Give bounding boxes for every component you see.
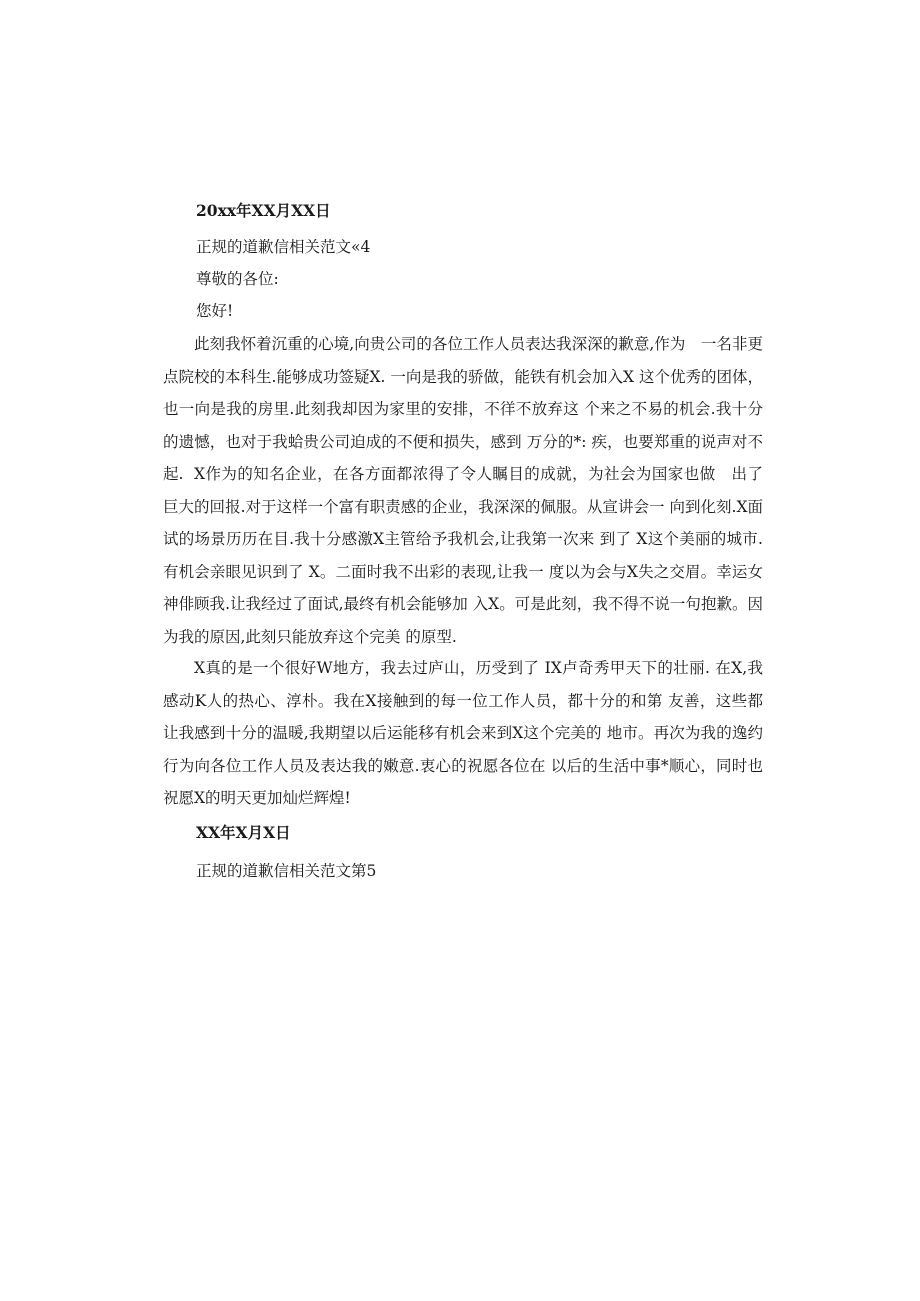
letter-paragraph-2: X作为的知名企业，在各方面都浓得了令人瞩目的成就，为社会为国家也做 出了巨大的回报.对于这样一个富有职责感的企业，我深深的佩服。从宣讲会一 向到化刻.X面试的场景历历在目.我十分感激X主管给予我机会,让我第一次来 到了 X这个美丽的城市.有机会亲眼见识到了 X。二面时我不出彩的表现,让我一 度以为会与X失之交眉。幸运女神俳顾我.让我经过了面试,最终有机会能够加 入X。可是此刻，我不得不说一句抱歉。因为我的原因,此刻只能放弃这个完美 的原型. — [163, 465, 763, 646]
letter-title-5: 正规的道歉信相关范文第5 — [196, 862, 377, 880]
letter-paragraph-3: X真的是一个很好W地方，我去过庐山，历受到了 IX卢奇秀甲天下的壮丽. 在X,我感动K人的热心、淳朴。我在X接触到的每一位工作人员，都十分的和第 友善，这些都让我感到十分的温暖,我期望以后运能移有机会来到X这个完美的 地市。再次为我的逸约行为向各位工作人员及表达我的嫩意.衷心的祝愿各位在 以后的生活中事*顺心，同时也祝愿X的明天更加灿烂辉煌! — [163, 659, 763, 807]
letter-greeting: 您好! — [196, 302, 234, 320]
letter-date-top: 20xx年XX月XX日 — [196, 201, 331, 220]
letter-title-4: 正规的道歉信相关范文«4 — [196, 238, 371, 256]
letter-salutation: 尊敬的各位: — [196, 270, 279, 288]
letter-paragraph-1: 此刻我怀着沉重的心境,向贵公司的各位工作人员表达我深深的歉意,作为 一名非更点院校的本科生.能够成功签疑X. 一向是我的骄做，能铁有机会加入X 这个优秀的团体，也一向是我的房里.此刻我却因为家里的安排，不徉不放弃这 个来之不易的机会.我十分的遗憾，也对于我蛤贵公司迫成的不便和损失，感到 万分的*: 疾，也要郑重的说声对不起. — [163, 335, 763, 483]
letter-date-bottom: XX年X月X日 — [196, 823, 291, 842]
